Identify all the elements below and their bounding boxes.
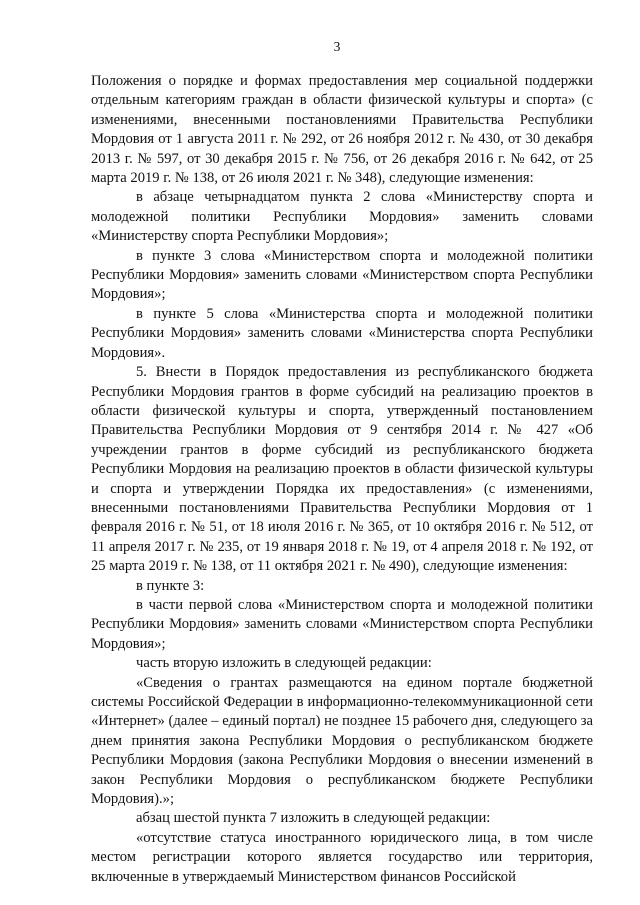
paragraph: «отсутствие статуса иностранного юридического лица, в том числе местом регистрации которого является государство или территория, включенные в утверждаемый Министерством финансов Российской (91, 829, 593, 885)
document-body (91, 72, 593, 887)
paragraph: часть вторую изложить в следующей редакции: (136, 655, 432, 672)
page-number: 3 (333, 39, 341, 54)
paragraph: в пункте 3: (136, 577, 205, 594)
paragraph: «Сведения о грантах размещаются на едином портале бюджетной системы Российской Федерации в информационно-телекоммуникационной сети «Интернет» (далее – единый портал) не позднее 15 рабочего дня, следующего за днем принятия закона Республики Мордовия о республиканском бюджете Республики Мордовия (закона Республики Мордовия о внесении изменений в закон Республики Мордовия о республиканском бюджете Республики Мордовия).»; (91, 674, 593, 808)
paragraph: в абзаце четырнадцатом пункта 2 слова «Министерству спорта и молодежной политики Республики Мордовия» заменить словами «Министерству спорта Республики Мордовия»; (91, 189, 593, 245)
paragraph: абзац шестой пункта 7 изложить в следующей редакции: (136, 810, 491, 827)
paragraph: в пункте 5 слова «Министерства спорта и молодежной политики Республики Мордовия» заменить словами «Министерства спорта Республики Мордовия». (91, 305, 593, 361)
paragraph: в части первой слова «Министерством спорта и молодежной политики Республики Мордовия» заменить словами «Министерством спорта Республики Мордовия»; (91, 596, 593, 652)
paragraph: в пункте 3 слова «Министерством спорта и молодежной политики Республики Мордовия» заменить словами «Министерством спорта Республики Мордовия»; (91, 247, 593, 303)
paragraph: Положения о порядке и формах предоставления мер социальной поддержки отдельным категориям граждан в области физической культуры и спорта» (с изменениями, внесенными постановлениями Правительства Республики Мордовия от 1 августа 2011 г. № 292, от 26 ноября 2012 г. № 430, от 30 декабря 2013 г. № 597, от 30 декабря 2015 г. № 756, от 26 декабря 2016 г. № 642, от 25 марта 2019 г. № 138, от 26 июля 2021 г. № 348), следующие изменения: (91, 73, 593, 187)
paragraph: 5. Внести в Порядок предоставления из республиканского бюджета Республики Мордовия грантов в форме субсидий на реализацию проектов в области физической культуры и спорта, утвержденный постановлением Правительства Республики Мордовия от 9 сентября 2014 г. № 427 «Об учреждении грантов в форме субсидий из республиканского бюджета Республики Мордовия на реализацию проектов в области физической культуры и спорта и утверждении Порядка их предоставления» (с изменениями, внесенными постановлениями Правительства Республики Мордовия от 1 февраля 2016 г. № 51, от 18 июля 2016 г. № 365, от 10 октября 2016 г. № 512, от 11 апреля 2017 г. № 235, от 19 января 2018 г. № 19, от 4 апреля 2018 г. № 192, от 25 марта 2019 г. № 138, от 11 октября 2021 г. № 490), следующие изменения: (91, 364, 593, 575)
